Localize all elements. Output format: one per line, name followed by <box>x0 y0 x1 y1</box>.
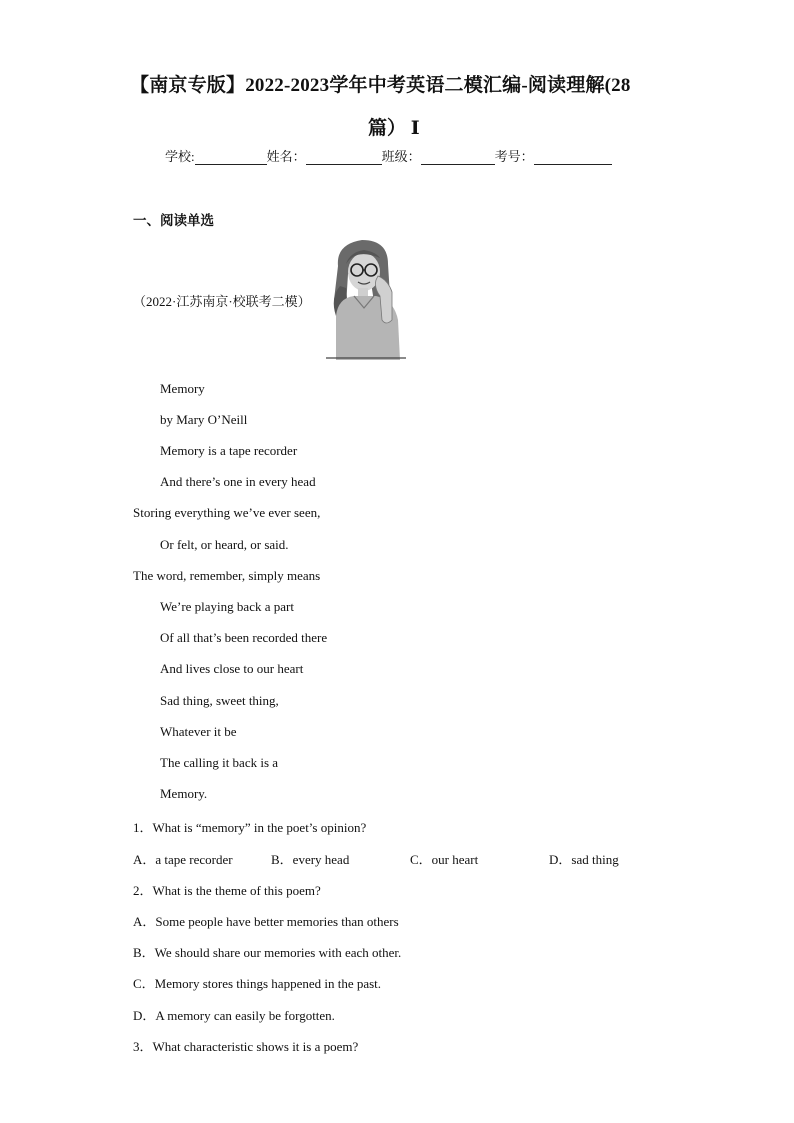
answer-option[interactable]: A．Some people have better memories than others <box>133 914 399 929</box>
poem-line: Or felt, or heard, or said. <box>160 537 289 552</box>
poem-line: Sad thing, sweet thing, <box>160 693 279 708</box>
school-label: 学校: <box>165 149 195 164</box>
poem-line: Memory. <box>160 786 208 801</box>
poem-line: The calling it back is a <box>160 755 279 770</box>
question-stem: 2．What is the theme of this poem? <box>133 883 321 898</box>
answer-option[interactable]: B．We should share our memories with each other. <box>133 945 402 960</box>
poem-line: We’re playing back a part <box>160 599 294 614</box>
name-field[interactable] <box>306 152 382 165</box>
student-info-row <box>165 146 612 165</box>
answer-option[interactable]: D．A memory can easily be forgotten. <box>133 1008 335 1023</box>
answer-option[interactable]: C．our heart <box>410 852 479 867</box>
class-label: 班级： <box>381 149 421 164</box>
question-stem: 3．What characteristic shows it is a poem? <box>133 1039 359 1054</box>
name-label: 姓名： <box>266 149 306 164</box>
poem-line: Of all that’s been recorded there <box>160 630 328 645</box>
school-field[interactable] <box>195 152 267 165</box>
exam-number-field[interactable] <box>534 152 612 165</box>
page-title-line2: 篇） Ⅰ <box>368 118 420 139</box>
answer-option[interactable]: C．Memory stores things happened in the past. <box>133 976 382 991</box>
question-source: （2022·江苏南京·校联考二模） <box>133 294 311 309</box>
section-heading: 一、阅读单选 <box>133 213 214 228</box>
exam-number-label: 考号： <box>494 149 534 164</box>
poem-line: And lives close to our heart <box>160 661 304 676</box>
class-field[interactable] <box>421 152 495 165</box>
poem-title: Memory <box>160 381 205 396</box>
question-stem: 1．What is “memory” in the poet’s opinion? <box>133 820 367 835</box>
poem-line: And there’s one in every head <box>160 474 316 489</box>
answer-option[interactable]: D．sad thing <box>549 852 619 867</box>
poem-author: by Mary O’Neill <box>160 412 248 427</box>
page-title-line1: 【南京专版】2022-2023学年中考英语二模汇编-阅读理解(28 <box>130 75 631 96</box>
poem-line: Storing everything we’ve ever seen, <box>133 505 321 520</box>
answer-option[interactable]: B．every head <box>271 852 350 867</box>
poem-line: Memory is a tape recorder <box>160 443 298 458</box>
poem-line: The word, remember, simply means <box>133 568 321 583</box>
woman-with-glasses-illustration <box>326 236 406 360</box>
answer-option[interactable]: A．a tape recorder <box>133 852 233 867</box>
poem-line: Whatever it be <box>160 724 237 739</box>
